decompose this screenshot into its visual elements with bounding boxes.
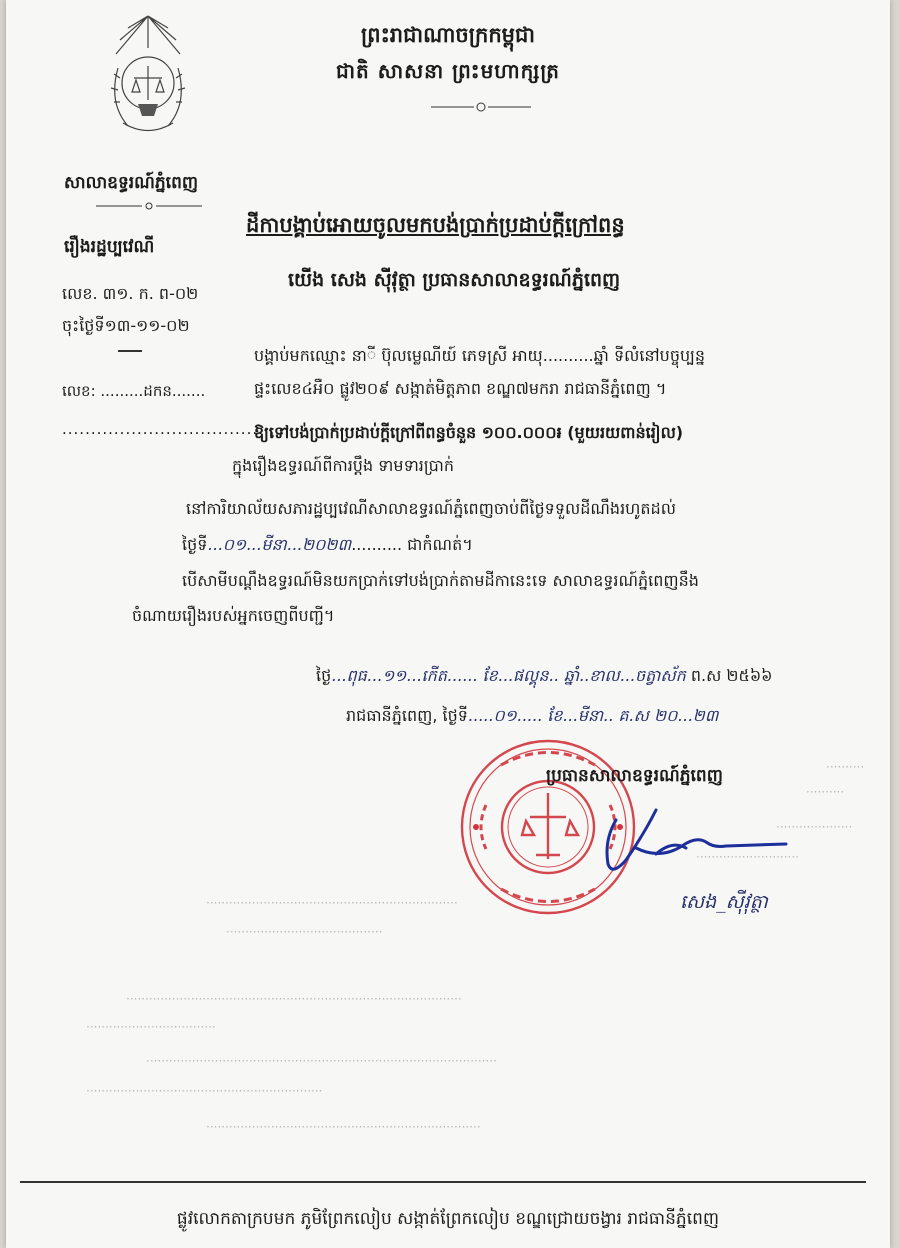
- national-motto: ជាតិ សាសនា ព្រះមហាក្សត្រ: [336, 59, 560, 83]
- body-line-7: បើសាមីបណ្តឹងឧទ្ធរណ៍មិនយកប្រាក់ទៅបង់ប្រាក់តាមដីកានេះទេ សាលាឧទ្ធរណ៍ភ្នំពេញនឹង: [182, 571, 699, 590]
- bleed-through-text: ····························································································: [146, 1054, 497, 1068]
- bleed-through-text: ························································································: [126, 992, 462, 1006]
- body-line-8: ចំណាយរឿងរបស់អ្នកចេញពីបញ្ជី។: [132, 606, 335, 625]
- body-line-6: [182, 534, 473, 558]
- body-line-3: ឱ្យទៅបង់ប្រាក់ប្រដាប់ក្តីក្រៅពីពន្ធចំនួន ១០០.០០០៛ (មួយរយពាន់រៀល): [254, 423, 684, 442]
- bleed-through-text: ··········: [806, 785, 845, 799]
- body-line-1: បង្គាប់មកឈ្មោះ នាី ប៊ុលម្លេណីយ៍ ភេទស្រី អាយុ..........ឆ្នាំ ទីលំនៅបច្ចុប្បន្ន: [254, 346, 706, 365]
- separator: [118, 350, 142, 352]
- president-title: ប្រធានសាលាឧទ្ធរណ៍ភ្នំពេញ: [546, 766, 723, 786]
- deadline-prefix: ថ្ងៃទី: [182, 535, 208, 554]
- case-number: លេខ. ៣១. ក. ព-០២: [62, 284, 199, 303]
- footer-divider: [20, 1181, 866, 1183]
- footer-address: ផ្លូវលោកតាក្របមក ភូមិព្រែកលៀប សង្កាត់ព្រែកលៀប ខណ្ឌជ្រោយចង្វារ រាជធានីភ្នំពេញ: [176, 1209, 720, 1229]
- body-line-5: នៅការិយាល័យសភារដ្ឋប្បវេណីសាលាឧទ្ធរណ៍ភ្នំពេញចាប់ពីថ្ងៃទទួលដីណឹងរហូតដល់: [186, 499, 676, 518]
- document-title: ដីកាបង្គាប់អោយចូលមកបង់ប្រាក់ប្រដាប់ក្តីក្រៅពន្ធ: [246, 213, 625, 237]
- case-date: ចុះថ្ងៃទី១៣-១១-០២: [62, 316, 190, 335]
- deadline-suffix: .......... ជាកំណត់។: [351, 535, 473, 554]
- court-name: សាលាឧទ្ធរណ៍ភ្នំពេញ: [64, 173, 199, 193]
- issuer-line: យើង សេង ស៊ីវុត្ថា ប្រធានសាលាឧទ្ធរណ៍ភ្នំពេញ: [288, 269, 621, 291]
- bleed-through-text: ········································································: [206, 1120, 481, 1134]
- handwritten-signature: [586, 800, 796, 890]
- kingdom-heading: ព្រះរាជាណាចក្រកម្ពុជា: [360, 23, 535, 47]
- document-page: [6, 0, 890, 1248]
- bleed-through-text: ··································································: [206, 896, 458, 910]
- city-date-handwritten: .....០១..... ខែ...មីនា.. គ.ស ២០...២៣: [467, 706, 719, 725]
- header-ornament: [426, 100, 536, 114]
- bleed-through-text: ······························································: [86, 1084, 323, 1098]
- khmer-date-suffix: ព.ស ២៥៦៦: [685, 666, 773, 685]
- body-line-4: ក្នុងរឿងឧទ្ធរណ៍ពីការប្តឹង ទាមទារប្រាក់: [232, 456, 455, 475]
- place-and-date: [346, 705, 718, 729]
- deadline-handwritten: ...០១...មីនា...២០២៣: [207, 535, 352, 554]
- signer-name: សេង_ស៊ីវុត្ថា: [680, 891, 768, 913]
- bleed-through-text: ····················: [776, 820, 853, 834]
- city-date-prefix: រាជធានីភ្នំពេញ, ថ្ងៃទី: [346, 706, 468, 725]
- number-field: លេខ: .........ដកន.......: [62, 382, 206, 400]
- number-dots: .....................................: [62, 420, 276, 438]
- khmer-date-prefix: ថ្ងៃ: [316, 666, 332, 685]
- bleed-through-text: ···························: [696, 850, 799, 864]
- khmer-calendar-date: [316, 665, 773, 689]
- bleed-through-text: ·········································: [226, 925, 383, 939]
- body-line-2: ផ្ទះលេខ៤អឺ០ ផ្លូវ២០៩ សង្កាត់មិត្តភាព ខណ្ឌ៧មករា រាជធានីភ្នំពេញ ។: [254, 379, 667, 398]
- khmer-date-handwritten: ...ពុធ...១១...កើត...... ខែ...ផល្គុន.. ឆ្នាំ..ខាល...ចត្វាស័ក: [331, 666, 686, 685]
- bleed-through-text: ··································: [86, 1020, 216, 1034]
- case-type-label: រឿងរដ្ឋប្បវេណី: [64, 237, 155, 257]
- bleed-through-text: ··········: [826, 760, 865, 774]
- court-ornament: [94, 200, 204, 212]
